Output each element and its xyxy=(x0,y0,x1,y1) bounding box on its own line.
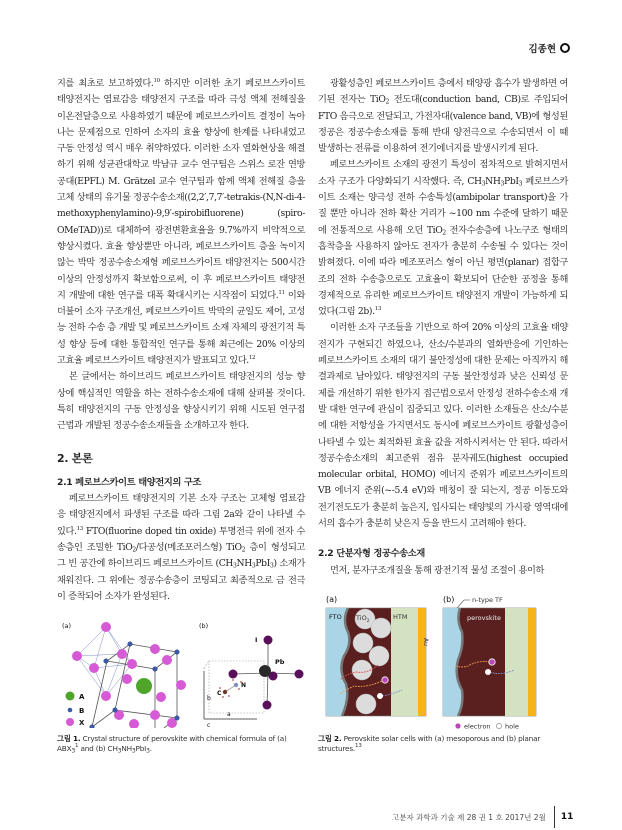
legend-x-marker xyxy=(66,718,74,726)
lead-label: Pb xyxy=(275,658,285,666)
paragraph: 먼저, 분자구조개질을 통해 광전기적 물성 조절이 용이하 xyxy=(330,564,545,576)
hole-marker xyxy=(496,723,501,728)
page-footer xyxy=(392,806,573,828)
subsection-heading: 2.2 단분자형 정공수송소재 xyxy=(318,548,425,560)
perovskite-label: perovskite xyxy=(467,614,501,622)
panel-a-label: (a) xyxy=(326,595,338,604)
electron-legend-label: electron xyxy=(464,722,491,730)
section-heading: 2. 본론 xyxy=(57,451,93,465)
hole-legend-label: hole xyxy=(505,722,519,730)
circle-bullet-icon xyxy=(560,43,570,53)
legend-x-label: X xyxy=(79,719,85,727)
panel-a-device xyxy=(326,608,429,716)
legend-a-marker xyxy=(66,692,75,701)
paragraph: 본 글에서는 하이브리드 페로브스카이트 태양전지의 성능 향상에 핵심적인 역할을 하는 전하수송소재에 대해 살펴볼 것이다. 특히 태양전지의 구동 안정성을 향상시키기 위해 시도된 연구접근법과 개발된 정공수송소재들을 소개하고자 한다. xyxy=(57,371,305,432)
figure-2-caption: 그림 2. Perovskite solar cells with (a) mesoporous and (b) planar structures.$^{13}$ xyxy=(318,734,541,753)
panel-a-label: (a) xyxy=(62,622,72,630)
panel-b-label: (b) xyxy=(199,622,209,630)
panel-b-label: (b) xyxy=(443,595,455,604)
fto-label: FTO xyxy=(329,613,342,621)
carbon-label: C xyxy=(217,690,222,697)
electron-marker xyxy=(455,723,460,728)
right-column xyxy=(318,76,568,579)
legend-b-marker xyxy=(68,708,73,713)
reference-superscript: 11 xyxy=(278,289,285,296)
reference-superscript: 13 xyxy=(76,525,83,532)
nitrogen-label: N xyxy=(241,682,247,689)
figure-1-crystal-structure xyxy=(57,618,307,728)
journal-info: 고분자 과학과 기술 제 28 권 1 호 2017년 2월 xyxy=(392,812,546,822)
reference-superscript: 10 xyxy=(153,78,160,84)
subsection-heading: 2.1 페로브스카이트 태양전지의 구조 xyxy=(57,476,202,488)
author-name: 김종현 xyxy=(528,44,556,55)
reference-superscript: 12 xyxy=(248,355,256,362)
paragraph: 광활성층인 페로브스카이트 층에서 태양광 흡수가 발생하면 여기된 전자는 TiO$_2$ 전도대(conduction band, CB)로 주입되어 FTO 음극으로 전달되고, 가전자대(valence band, VB)에 형성된 정공은 정공수송소재를 통해 반대 양전극으로 수송되면서 이 때 발생하는 전류를 이용하여 전기에너지를 발생시키게 된다. xyxy=(318,78,568,155)
axis-a-label: a xyxy=(227,711,231,718)
lead-atom xyxy=(259,665,271,677)
htm-label: HTM xyxy=(393,613,408,621)
methylammonium-molecule xyxy=(219,679,242,698)
panel-b-device xyxy=(443,596,536,716)
running-header-author xyxy=(528,41,570,55)
paragraph: 페로브스카이트 소재의 광전기 특성이 점차적으로 밝혀지면서 소자 구조가 다양화되기 시작했다. 즉, $CH_3NH_3PbI_3$ 페로브스카이트 소재는 양극성 전하 수송특성(ambipolar transport)을 가질 뿐만 아니라 전하 확산 거리가 ~100 nm 수준에 달하기 때문에 전통적으로 사용해 오던 TiO$_2$ 전자수송층에 나노구조 형태의 흡착층을 사용하지 않아도 전자가 충분히 수송될 수 있다는 것이 밝혀졌다. 이에 따라 메조포러스 형이 아닌 평면(planar) 접합구조의 전하 수송층으로도 고효율이 확보되어 단순한 공정을 통해 경제적으로 유리한 페로브스카이트 태양전지 개발이 가능하게 되었다(그림 2b).$^{13}$ xyxy=(318,159,569,318)
au-label: Au xyxy=(422,638,429,646)
figure-1-caption: 그림 1. Crystal structure of perovskite with chemical formula of (a) $ABX_3^1$ and (b) $CH_3NH_3PbI_3$. xyxy=(57,734,287,755)
left-column xyxy=(57,76,305,605)
paragraph: 페로브스카이트 태양전지의 기본 소자 구조는 고체형 염료감응 태양전지에서 파생된 구조를 따라 그림 2a와 같이 나타낼 수 있다.$^{13}$ FTO(fluorine doped tin oxide) 투명전극 위에 전자 수송층인 조밀한 TiO$_2$/다공성(메조포러스형) TiO$_2$ 층이 형성되고 그 빈 공간에 하이브리드 페로브스카이트 $(CH_3NH_3PbI_3)$ 소재가 채워진다. 그 위에는 정공수송층이 코팅되고 최종적으로 금 전극이 증착되어 소자가 완성된다. xyxy=(57,493,305,602)
paragraph: 이러한 소자 구조들을 기반으로 하여 20% 이상의 고효율 태양전지가 구현되긴 하였으나, 산소/수분과의 열화반응에 기인하는 페로브스카이트 소재의 대기 불안정성에 대한 문제는 아직까지 해결과제로 남아있다. 태양전지의 구동 불안정성과 낮은 신뢰성 문제를 개선하기 위한 한가지 접근법으로서 안정성 전하수송소재 개발 대한 연구에 관심이 집중되고 있다. 이러한 소재들은 산소/수분에 대한 저항성을 가지면서도 동시에 페로브스카이트 광활성층이 나타낼 수 있는 최적화된 효율 값을 저하시켜서는 안 된다. 따라서 정공수송소재의 최고준위 점유 분자궤도(highest occupied molecular orbital, HOMO) 에너지 준위가 페로브스카이트의 VB 에너지 준위(~-5.4 eV)와 매칭이 잘 되는지, 정공 이동도와 전기전도도가 충분히 높은지, 입사되는 태양빛의 가시광 영역대에서의 흡수가 충분히 낮은지 등을 반드시 고려해야 한다. xyxy=(318,322,568,530)
iodine-label: I xyxy=(255,636,258,644)
reference-superscript: 13 xyxy=(374,306,382,313)
page-number: 11 xyxy=(560,812,574,822)
n-type-tf-label: n-type TF xyxy=(472,596,503,604)
figure-2-solar-cell-structures xyxy=(318,590,568,730)
legend-a-label: A xyxy=(79,693,85,701)
tio2-label: TiO$_2$ xyxy=(356,614,370,624)
axis-c-label: c xyxy=(207,722,211,728)
legend-b-label: B xyxy=(79,707,85,715)
paragraph: 지를 최초로 보고하였다.$^{10}$ 하지만 이러한 초기 페로브스카이트 태양전지는 염료감응 태양전지 구조를 따라 극성 액체 전해질을 이온전달층으로 사용하였기 때문에 페로브스카이트 결정이 녹아나는 문제점으로 인하여 소자의 효율 향상에 한계를 나타내었고 구동 안정성 역시 매우 취약하였다. 이러한 소자 열화현상을 해결하기 위해 성균관대학교 박남규 교수 연구팀은 스위스 로잔 연방공대(EPFL) M. Grätzel 교수 연구팀과 함께 액체 전해질 층을 고체 상태의 유기물 정공수송소재((2,2′,7,7′-tetrakis-(N,N-di-4-methoxyphenylamino)-9,9′-spirobifluorene) (spiro-OMeTAD))로 대체하여 광전변환효율을 9.7%까지 비약적으로 향상시켰다. 효율 향상뿐만 아니라, 페로브스카이트 층을 녹이지 않는 박막 정공수송소재형 페로브스카이트 태양전지는 500시간 이상의 안정성까지 확보함으로써, 이 후 페로브스카이트 태양전지 개발에 대한 연구를 대폭 확대시키는 시작점이 되었다.$^{11}$ 이와 더불어 소자 구조개선, 페로브스카이트 박막의 균일도 제어, 고성능 전하 수송 층 개발 및 페로브스카이트 소재 자체의 광전기적 특성 향상 등에 대한 통합적인 연구를 통해 최근에는 20% 이상의 고효율 페로브스카이트 태양전지가 발표되고 있다.$^{12}$ xyxy=(57,78,305,367)
axis-b-label: b xyxy=(207,695,211,702)
footer-divider xyxy=(554,806,555,828)
a-atom-center xyxy=(136,678,152,694)
